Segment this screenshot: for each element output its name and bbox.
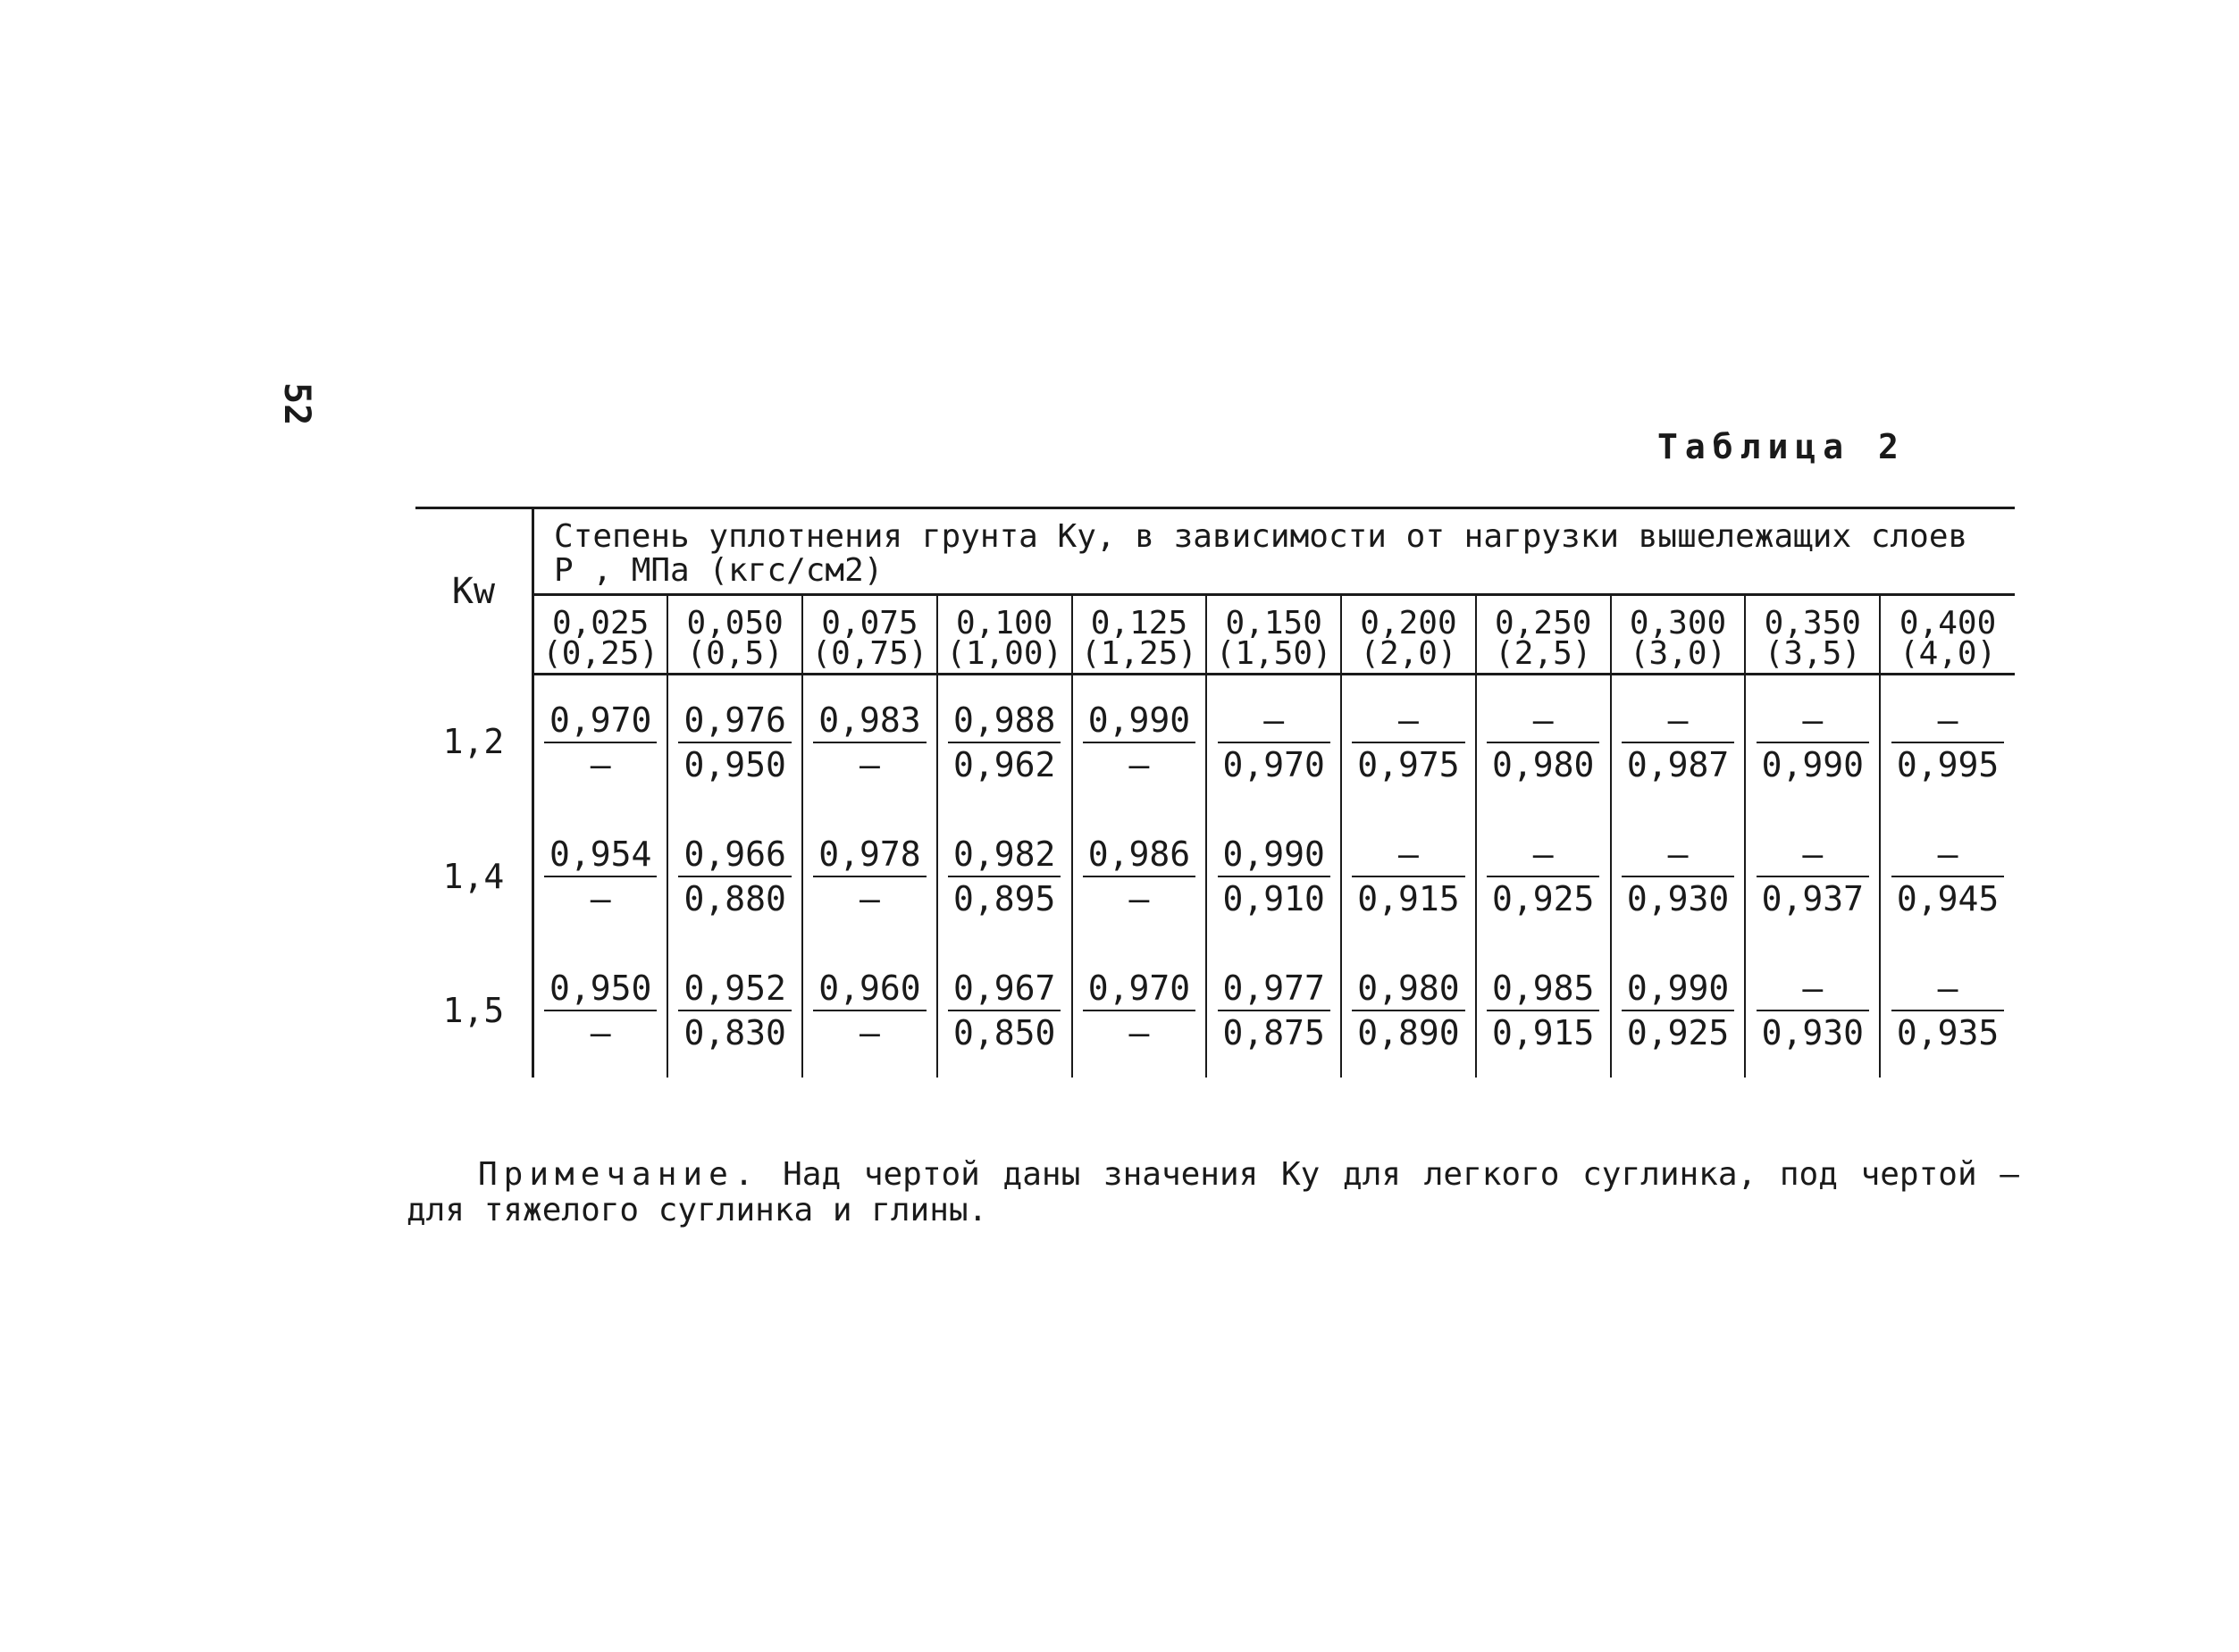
fraction-value: [678, 834, 791, 918]
pressure-kgf: (2,5): [1495, 635, 1592, 672]
table-cell: [1341, 809, 1476, 943]
value-light-loam: 0,960: [813, 969, 926, 1011]
table-cell: [1745, 809, 1880, 943]
table-row: [415, 943, 2015, 1078]
table-cell: [1880, 675, 2015, 810]
value-heavy-loam-clay: –: [1128, 745, 1150, 784]
fraction-value: [1487, 969, 1599, 1052]
pressure-kgf: (3,0): [1629, 635, 1727, 672]
table-cell: [667, 809, 802, 943]
table-cell: [1611, 675, 1746, 810]
table-cell: [1206, 675, 1341, 810]
table-cell: [937, 809, 1072, 943]
value-light-loam: 0,990: [1083, 700, 1195, 743]
value-heavy-loam-clay: 0,915: [1492, 1013, 1595, 1052]
table-cell: [1476, 675, 1611, 810]
compaction-table: [415, 507, 2015, 1078]
value-heavy-loam-clay: 0,930: [1761, 1013, 1864, 1052]
value-heavy-loam-clay: –: [1128, 879, 1150, 918]
pressure-kgf: (0,75): [811, 635, 928, 672]
value-heavy-loam-clay: 0,930: [1626, 879, 1730, 918]
pressure-kgf: (2,0): [1360, 635, 1457, 672]
table-cell: [1476, 809, 1611, 943]
value-heavy-loam-clay: –: [859, 879, 880, 918]
pressure-mpa: 0,125: [1090, 605, 1188, 642]
pressure-column-header: [1072, 595, 1207, 675]
fraction-value: [813, 700, 926, 784]
fraction-value: [1622, 969, 1734, 1052]
pressure-column-header: [937, 595, 1072, 675]
kw-column-header: Kw: [415, 508, 533, 675]
pressure-mpa: 0,075: [821, 605, 918, 642]
value-heavy-loam-clay: –: [590, 879, 611, 918]
pressure-column-header: [1206, 595, 1341, 675]
value-light-loam: –: [1218, 700, 1330, 743]
table-cell: [1880, 809, 2015, 943]
fraction-value: [1083, 969, 1195, 1052]
value-heavy-loam-clay: 0,937: [1761, 879, 1864, 918]
value-light-loam: 0,954: [544, 834, 657, 877]
fraction-value: [1757, 700, 1869, 784]
pressure-column-header: [1611, 595, 1746, 675]
kw-value: 1,5: [415, 943, 533, 1078]
value-heavy-loam-clay: 0,880: [683, 879, 786, 918]
value-light-loam: 0,985: [1487, 969, 1599, 1011]
value-heavy-loam-clay: 0,970: [1222, 745, 1325, 784]
value-heavy-loam-clay: 0,962: [952, 745, 1056, 784]
table-cell: [1745, 943, 1880, 1078]
table-cell: [1745, 675, 1880, 810]
table-cell: [1206, 943, 1341, 1078]
table-cell: [1072, 809, 1207, 943]
fraction-value: [1891, 969, 2004, 1052]
table-cell: [533, 675, 668, 810]
value-light-loam: 0,978: [813, 834, 926, 877]
pressure-mpa: 0,025: [551, 605, 650, 642]
pressure-kgf: (1,50): [1215, 635, 1332, 672]
fraction-value: [1891, 834, 2004, 918]
fraction-value: [948, 834, 1061, 918]
pressure-kgf: (0,5): [686, 635, 784, 672]
table-cell: [1476, 943, 1611, 1078]
value-light-loam: –: [1487, 834, 1599, 877]
value-heavy-loam-clay: 0,925: [1492, 879, 1595, 918]
table-cell: [937, 675, 1072, 810]
value-light-loam: –: [1891, 969, 2004, 1011]
fraction-value: [1757, 834, 1869, 918]
table-body: [415, 675, 2015, 1078]
pressure-column-header: [667, 595, 802, 675]
pressure-kgf: (1,00): [946, 635, 1063, 672]
value-heavy-loam-clay: 0,830: [683, 1013, 786, 1052]
value-light-loam: –: [1757, 834, 1869, 877]
value-light-loam: 0,980: [1352, 969, 1464, 1011]
value-light-loam: 0,986: [1083, 834, 1195, 877]
pressure-kgf: (1,25): [1080, 635, 1197, 672]
fraction-value: [1622, 700, 1734, 784]
value-light-loam: 0,970: [1083, 969, 1195, 1011]
pressure-mpa: 0,400: [1899, 605, 1997, 642]
fraction-value: [678, 969, 791, 1052]
value-heavy-loam-clay: 0,995: [1896, 745, 2000, 784]
value-heavy-loam-clay: 0,990: [1761, 745, 1864, 784]
value-light-loam: –: [1352, 834, 1464, 877]
pressure-column-header: [533, 595, 668, 675]
pressure-kgf: (4,0): [1899, 635, 1997, 672]
pressure-column-header: [802, 595, 937, 675]
pressure-mpa: 0,150: [1225, 605, 1322, 642]
value-heavy-loam-clay: 0,915: [1357, 879, 1460, 918]
fraction-value: [544, 834, 657, 918]
pressure-mpa: 0,050: [686, 605, 784, 642]
table-cell: [802, 675, 937, 810]
pressure-kgf: (0,25): [542, 635, 659, 672]
table-cell: [802, 809, 937, 943]
value-heavy-loam-clay: 0,935: [1896, 1013, 2000, 1052]
fraction-value: [544, 969, 657, 1052]
table-cell: [533, 809, 668, 943]
fraction-value: [948, 700, 1061, 784]
table-cell: [1206, 809, 1341, 943]
note-label: Примечание.: [478, 1156, 760, 1193]
value-light-loam: –: [1891, 700, 2004, 743]
value-heavy-loam-clay: 0,975: [1357, 745, 1460, 784]
table-cell: [1611, 809, 1746, 943]
pressure-header-row: [415, 595, 2015, 675]
value-heavy-loam-clay: 0,945: [1896, 879, 2000, 918]
fraction-value: [948, 969, 1061, 1052]
pressure-mpa: 0,350: [1764, 605, 1861, 642]
value-heavy-loam-clay: –: [590, 745, 611, 784]
fraction-value: [1218, 834, 1330, 918]
value-heavy-loam-clay: 0,890: [1357, 1013, 1460, 1052]
pressure-column-header: [1745, 595, 1880, 675]
data-table-container: [415, 507, 2015, 1078]
page-number: 52: [276, 382, 317, 426]
table-label: Таблица 2: [1657, 427, 1906, 466]
table-header-row: [415, 508, 2015, 595]
value-heavy-loam-clay: –: [590, 1013, 611, 1052]
pressure-column-header: [1476, 595, 1611, 675]
table-cell: [802, 943, 937, 1078]
value-light-loam: 0,950: [544, 969, 657, 1011]
value-light-loam: –: [1622, 834, 1734, 877]
value-heavy-loam-clay: 0,987: [1626, 745, 1730, 784]
value-heavy-loam-clay: 0,910: [1222, 879, 1325, 918]
table-row: [415, 809, 2015, 943]
pressure-column-header: [1880, 595, 2015, 675]
table-cell: [667, 943, 802, 1078]
table-cell: [1072, 943, 1207, 1078]
fraction-value: [544, 700, 657, 784]
value-light-loam: –: [1622, 700, 1734, 743]
value-light-loam: 0,967: [948, 969, 1061, 1011]
table-cell: [937, 943, 1072, 1078]
note-text: Над чертой даны значения Ky для легкого суглинка, под чертой – для тяжелого суглинка и глины.: [407, 1156, 2019, 1229]
value-light-loam: 0,976: [678, 700, 791, 743]
value-heavy-loam-clay: 0,850: [952, 1013, 1056, 1052]
fraction-value: [1218, 969, 1330, 1052]
pressure-mpa: 0,300: [1629, 605, 1727, 642]
value-light-loam: 0,990: [1622, 969, 1734, 1011]
fraction-value: [1083, 834, 1195, 918]
value-light-loam: 0,990: [1218, 834, 1330, 877]
value-heavy-loam-clay: 0,950: [683, 745, 786, 784]
pressure-kgf: (3,5): [1764, 635, 1861, 672]
table-cell: [1880, 943, 2015, 1078]
value-heavy-loam-clay: 0,980: [1492, 745, 1595, 784]
value-light-loam: –: [1757, 700, 1869, 743]
fraction-value: [1622, 834, 1734, 918]
value-light-loam: –: [1891, 834, 2004, 877]
value-light-loam: –: [1352, 700, 1464, 743]
group-column-header: Степень уплотнения грунта Ky, в зависимости от нагрузки вышележащих слоев P , МПа (кгс/см2): [533, 508, 2016, 595]
pressure-mpa: 0,100: [955, 605, 1053, 642]
fraction-value: [1757, 969, 1869, 1052]
value-heavy-loam-clay: 0,925: [1626, 1013, 1730, 1052]
value-heavy-loam-clay: –: [1128, 1013, 1150, 1052]
value-heavy-loam-clay: –: [859, 745, 880, 784]
table-cell: [667, 675, 802, 810]
fraction-value: [1352, 969, 1464, 1052]
value-light-loam: 0,952: [678, 969, 791, 1011]
table-cell: [1341, 675, 1476, 810]
value-light-loam: 0,983: [813, 700, 926, 743]
kw-value: 1,4: [415, 809, 533, 943]
table-cell: [1072, 675, 1207, 810]
fraction-value: [813, 969, 926, 1052]
table-cell: [1611, 943, 1746, 1078]
value-light-loam: 0,982: [948, 834, 1061, 877]
table-row: [415, 675, 2015, 810]
value-light-loam: 0,988: [948, 700, 1061, 743]
fraction-value: [678, 700, 791, 784]
fraction-value: [1352, 834, 1464, 918]
table-note: [407, 1157, 2019, 1229]
value-light-loam: 0,970: [544, 700, 657, 743]
value-heavy-loam-clay: 0,875: [1222, 1013, 1325, 1052]
pressure-column-header: [1341, 595, 1476, 675]
kw-value: 1,2: [415, 675, 533, 810]
fraction-value: [1487, 834, 1599, 918]
fraction-value: [1083, 700, 1195, 784]
fraction-value: [1218, 700, 1330, 784]
pressure-mpa: 0,200: [1360, 605, 1457, 642]
value-light-loam: 0,977: [1218, 969, 1330, 1011]
fraction-value: [813, 834, 926, 918]
fraction-value: [1352, 700, 1464, 784]
value-heavy-loam-clay: 0,895: [952, 879, 1056, 918]
fraction-value: [1487, 700, 1599, 784]
pressure-mpa: 0,250: [1495, 605, 1592, 642]
table-cell: [1341, 943, 1476, 1078]
value-heavy-loam-clay: –: [859, 1013, 880, 1052]
table-cell: [533, 943, 668, 1078]
fraction-value: [1891, 700, 2004, 784]
value-light-loam: –: [1757, 969, 1869, 1011]
value-light-loam: 0,966: [678, 834, 791, 877]
value-light-loam: –: [1487, 700, 1599, 743]
